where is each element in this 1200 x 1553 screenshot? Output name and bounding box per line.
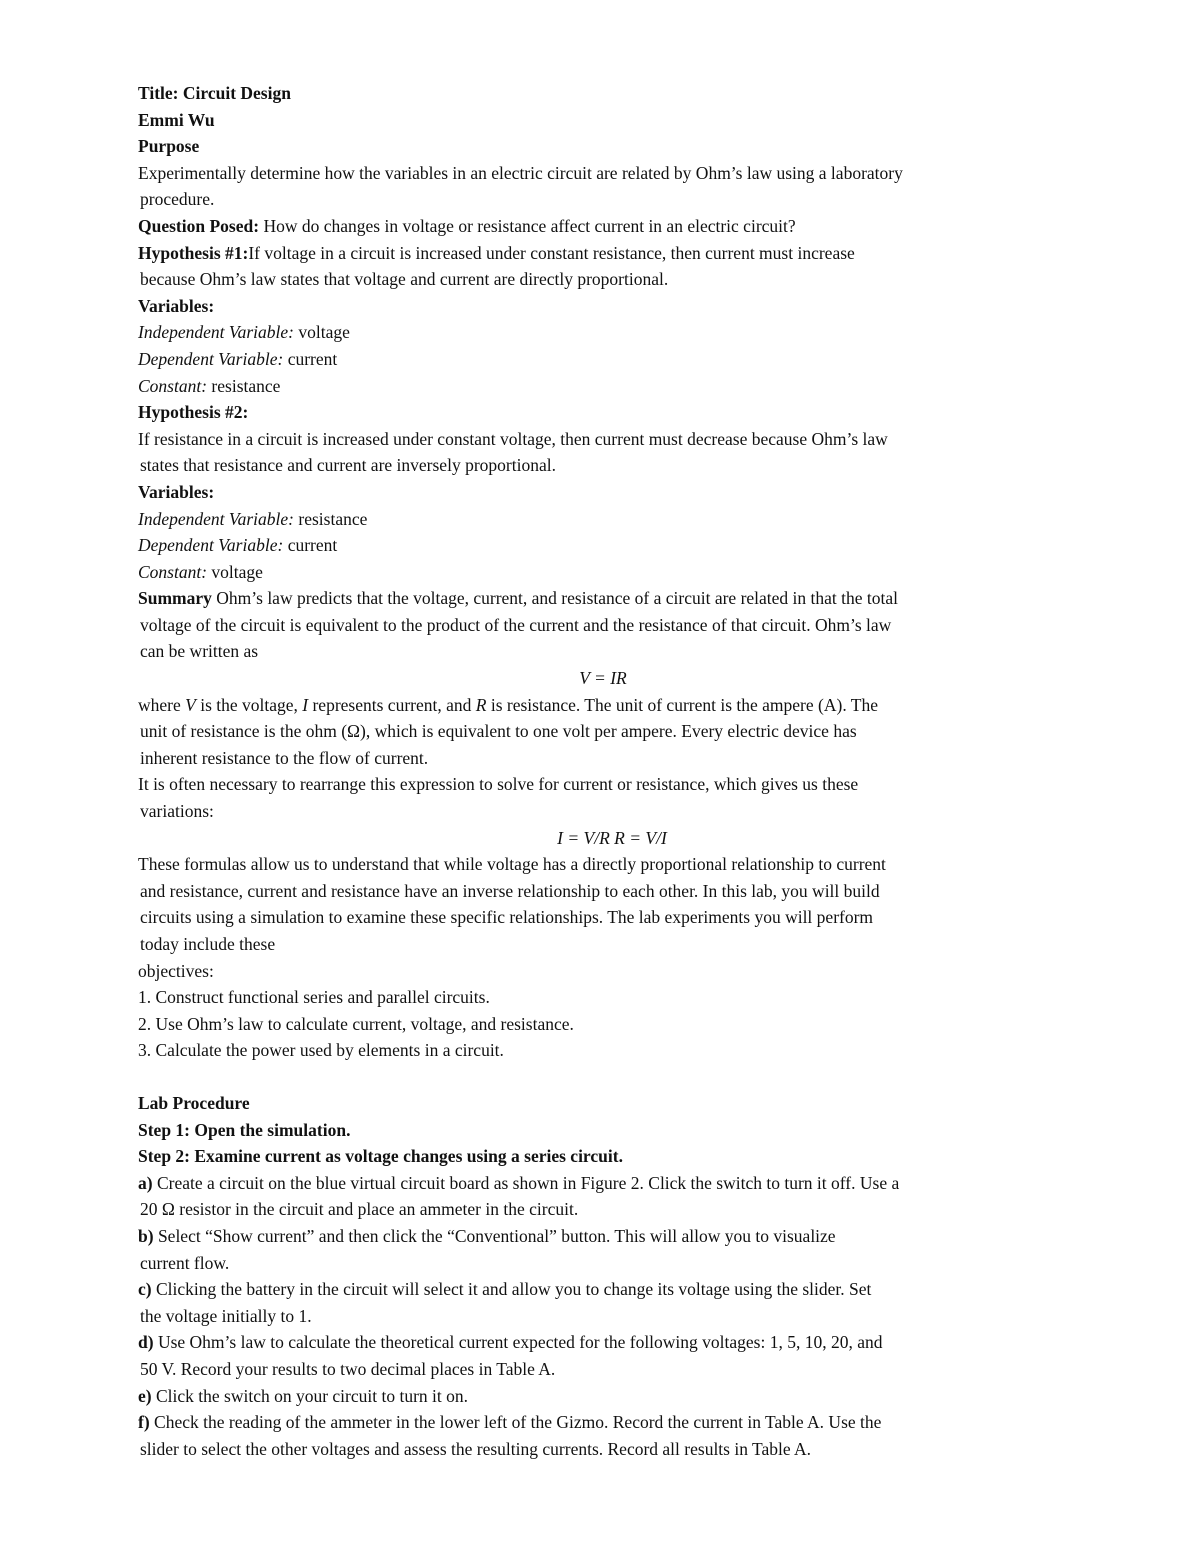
summary-line-2: voltage of the circuit is equivalent to the product of the current and the resistance of that circuit. Ohm’s law bbox=[140, 614, 892, 635]
author-name: Emmi Wu bbox=[138, 109, 215, 130]
unit-line-2: inherent resistance to the flow of current. bbox=[140, 747, 429, 768]
constant-label: Constant: bbox=[138, 375, 208, 396]
constant-label: Constant: bbox=[138, 561, 208, 582]
hypothesis-1-label: Hypothesis #1: bbox=[138, 242, 249, 263]
variables-1-constant bbox=[138, 373, 1068, 400]
procedure-item-a bbox=[138, 1170, 1068, 1197]
hypothesis-2-line-1: If resistance in a circuit is increased under constant voltage, then current must decrease because Ohm’s law bbox=[138, 428, 888, 449]
item-label: e) bbox=[138, 1385, 152, 1406]
hypothesis-1-line-1: If voltage in a circuit is increased under constant resistance, then current must increase bbox=[248, 242, 855, 263]
independent-value: voltage bbox=[294, 322, 350, 343]
unit-line-1: unit of resistance is the ohm (Ω), which is equivalent to one volt per ampere. Every electric device has bbox=[140, 721, 857, 742]
where-v: V bbox=[185, 694, 196, 715]
item-label: a) bbox=[138, 1172, 153, 1193]
formulas-line-4: today include these bbox=[140, 934, 276, 954]
constant-value: voltage bbox=[207, 561, 263, 582]
variables-2-constant bbox=[138, 559, 1068, 586]
item-line: Check the reading of the ammeter in the lower left of the Gizmo. Record the current in Table A. Use the bbox=[149, 1412, 882, 1433]
independent-label: Independent Variable: bbox=[138, 508, 294, 529]
purpose-line-1: Experimentally determine how the variables in an electric circuit are related by Ohm’s law using a laboratory bbox=[138, 162, 903, 183]
variables-1-independent bbox=[138, 319, 1068, 346]
item-line: Clicking the battery in the circuit will select it and allow you to change its voltage using the slider. Set bbox=[151, 1279, 872, 1300]
objective-item: 2. Use Ohm’s law to calculate current, voltage, and resistance. bbox=[138, 1013, 574, 1034]
where-line bbox=[138, 692, 1068, 719]
item-label: c) bbox=[138, 1279, 152, 1300]
summary-paragraph bbox=[138, 585, 1068, 612]
summary-label: Summary bbox=[138, 588, 212, 609]
item-line-continued: 20 Ω resistor in the circuit and place an ammeter in the circuit. bbox=[140, 1199, 579, 1220]
variables-2-heading: Variables: bbox=[138, 481, 215, 502]
where-part-4: is resistance. The unit of current is the ampere (A). The bbox=[486, 694, 878, 715]
purpose-heading: Purpose bbox=[138, 136, 200, 157]
item-line-continued: current flow. bbox=[140, 1252, 230, 1273]
procedure-heading: Lab Procedure bbox=[138, 1092, 250, 1113]
formulas-line-2: and resistance, current and resistance have an inverse relationship to each other. In this lab, you will build bbox=[140, 880, 880, 901]
variables-2-independent bbox=[138, 506, 1068, 533]
variables-2-dependent bbox=[138, 532, 1068, 559]
question-label: Question Posed: bbox=[138, 215, 260, 236]
where-i: I bbox=[302, 694, 309, 715]
section-spacer bbox=[138, 1064, 1068, 1090]
step-1: Step 1: Open the simulation. bbox=[138, 1119, 351, 1140]
hypothesis-2-line-2: states that resistance and current are inversely proportional. bbox=[140, 455, 556, 476]
variations-equation: I = V/R R = V/I bbox=[557, 827, 667, 848]
item-line-continued: slider to select the other voltages and assess the resulting currents. Record all results in Table A. bbox=[140, 1438, 812, 1459]
variables-1-dependent bbox=[138, 346, 1068, 373]
procedure-item-c bbox=[138, 1276, 1068, 1303]
procedure-item-f bbox=[138, 1409, 1068, 1436]
item-line: Use Ohm’s law to calculate the theoretical current expected for the following voltages: 1, 5, 10, 20, and bbox=[153, 1332, 883, 1353]
summary-line-1: Ohm’s law predicts that the voltage, current, and resistance of a circuit are related in that the total bbox=[211, 588, 899, 609]
question-posed bbox=[138, 213, 1068, 240]
step-2: Step 2: Examine current as voltage changes using a series circuit. bbox=[138, 1146, 623, 1167]
hypothesis-1-line-2: because Ohm’s law states that voltage and current are directly proportional. bbox=[140, 269, 669, 290]
where-part-3: represents current, and bbox=[308, 694, 476, 715]
procedure-item-d bbox=[138, 1329, 1068, 1356]
item-label: b) bbox=[138, 1225, 154, 1246]
objectives-label: objectives: bbox=[138, 960, 214, 981]
ohms-law-equation: V = IR bbox=[579, 668, 627, 689]
procedure-item-b bbox=[138, 1223, 1068, 1250]
objective-item: 1. Construct functional series and parallel circuits. bbox=[138, 987, 490, 1008]
formulas-line-1: These formulas allow us to understand that while voltage has a directly proportional relationship to current bbox=[138, 854, 886, 875]
summary-line-3: can be written as bbox=[140, 641, 259, 662]
item-line-continued: the voltage initially to 1. bbox=[140, 1305, 312, 1326]
hypothesis-2-label: Hypothesis #2: bbox=[138, 402, 249, 423]
independent-label: Independent Variable: bbox=[138, 322, 294, 343]
item-line: Select “Show current” and then click the “Conventional” button. This will allow you to visualize bbox=[153, 1225, 836, 1246]
item-label: f) bbox=[138, 1412, 150, 1433]
rearrange-line-1: It is often necessary to rearrange this expression to solve for current or resistance, which gives us these bbox=[138, 774, 859, 795]
question-text: How do changes in voltage or resistance affect current in an electric circuit? bbox=[259, 215, 796, 236]
rearrange-line-2: variations: bbox=[140, 801, 214, 822]
objective-item: 3. Calculate the power used by elements in a circuit. bbox=[138, 1040, 504, 1061]
item-line: Create a circuit on the blue virtual circuit board as shown in Figure 2. Click the switch to turn it off. Use a bbox=[152, 1172, 900, 1193]
item-line-continued: 50 V. Record your results to two decimal places in Table A. bbox=[140, 1358, 556, 1379]
dependent-label: Dependent Variable: bbox=[138, 535, 284, 556]
independent-value: resistance bbox=[294, 508, 368, 529]
hypothesis-1 bbox=[138, 240, 1068, 267]
variables-1-heading: Variables: bbox=[138, 295, 215, 316]
constant-value: resistance bbox=[207, 375, 281, 396]
document-page bbox=[138, 80, 1068, 1462]
item-line: Click the switch on your circuit to turn it on. bbox=[151, 1385, 469, 1406]
where-part-1: where bbox=[138, 694, 186, 715]
item-label: d) bbox=[138, 1332, 154, 1353]
procedure-item-e bbox=[138, 1383, 1068, 1410]
dependent-value: current bbox=[283, 535, 338, 556]
dependent-value: current bbox=[283, 348, 338, 369]
dependent-label: Dependent Variable: bbox=[138, 348, 284, 369]
formulas-line-3: circuits using a simulation to examine these specific relationships. The lab experiments you will perform bbox=[140, 907, 874, 928]
purpose-line-2: procedure. bbox=[140, 189, 215, 210]
where-part-2: is the voltage, bbox=[195, 694, 303, 715]
doc-title: Title: Circuit Design bbox=[138, 83, 291, 103]
where-r: R bbox=[475, 694, 487, 715]
